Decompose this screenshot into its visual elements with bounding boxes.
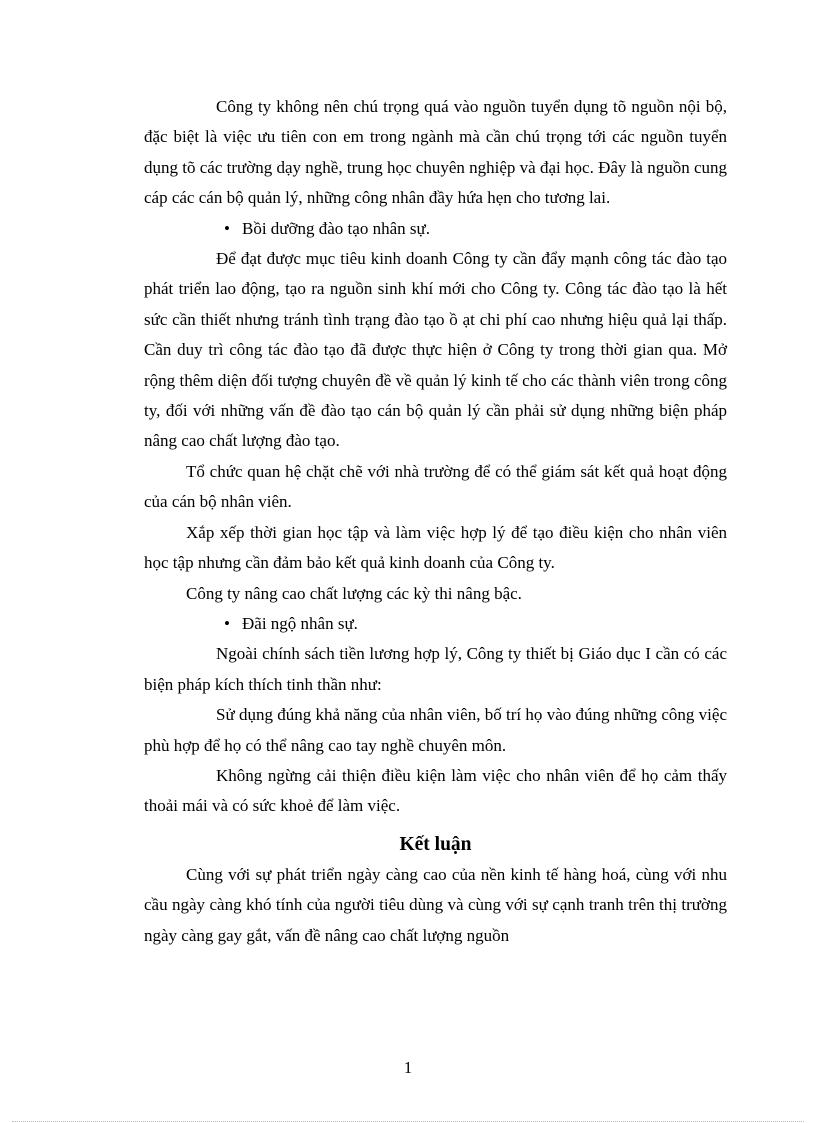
paragraph-recruitment: Công ty không nên chú trọng quá vào nguồn tuyển dụng tõ nguồn nội bộ, đặc biệt là việc ưu tiên con em trong ngành mà cần chú trọng tới các nguồn tuyển dụng tõ các trường dạy nghề, trung học chuyên nghiệp và đại học. Đây là nguồn cung cáp các cán bộ quản lý, những công nhân đầy hứa hẹn cho tương lai.: [144, 97, 727, 208]
bullet-compensation: [144, 609, 727, 639]
paragraph-salary-policy: Ngoài chính sách tiền lương hợp lý, Công ty thiết bị Giáo dục I cần có các biện pháp kích thích tinh thần như:: [144, 644, 727, 694]
bullet-compensation-label: Đãi ngộ nhân sự.: [242, 613, 358, 633]
paragraph-school-relations: Tổ chức quan hệ chặt chẽ với nhà trường để có thể giám sát kết quả hoạt động của cán bộ nhân viên.: [144, 461, 727, 512]
bullet-training-label: Bồi dưỡng đào tạo nhân sự.: [242, 218, 430, 238]
paragraph-work-conditions: Không ngừng cải thiện điều kiện làm việc cho nhân viên để họ cảm thấy thoải mái và có sức khoẻ để làm việc.: [144, 765, 727, 816]
bullet-training: [144, 214, 727, 244]
bullet-icon: •: [224, 613, 230, 633]
paragraph-use-abilities: Sử dụng đúng khả năng của nhân viên, bố trí họ vào đúng những công việc phù hợp để họ có thể nâng cao tay nghề chuyên môn.: [144, 705, 727, 755]
bullet-icon: •: [224, 218, 230, 238]
page-content: [144, 92, 727, 951]
page-divider: [12, 1121, 804, 1122]
paragraph-conclusion: Cùng với sự phát triển ngày càng cao của nền kinh tế hàng hoá, cùng với nhu cầu ngày càng khó tính của người tiêu dùng và cùng với sự cạnh tranh trên thị trường ngày càng gay gắt, vấn đề nâng cao chất lượng nguồn: [144, 864, 727, 945]
paragraph-schedule: Xắp xếp thời gian học tập và làm việc hợp lý để tạo điều kiện cho nhân viên học tập nhưng cần đảm bảo kết quả kinh doanh của Công ty.: [144, 522, 727, 573]
paragraph-exams: Công ty nâng cao chất lượng các kỳ thi nâng bậc.: [186, 583, 522, 603]
paragraph-training: Để đạt được mục tiêu kinh doanh Công ty cần đẩy mạnh công tác đào tạo phát triển lao động, tạo ra nguồn sinh khí mới cho Công ty. Công tác đào tạo là hết sức cần thiết nhưng tránh tình trạng đào tạo ồ ạt chi phí cao nhưng hiệu quả lại thấp. Cần duy trì công tác đào tạo đã được thực hiện ở Công ty trong thời gian qua. Mở rộng thêm diện đối tượng chuyên đề về quản lý kinh tế cho các thành viên trong công ty, đối với những vấn đề đào tạo cán bộ quản lý cần phải sử dụng những biện pháp nâng cao chất lượng đào tạo.: [144, 249, 727, 451]
page-number: 1: [403, 1058, 413, 1077]
conclusion-heading: Kết luận: [399, 833, 472, 855]
